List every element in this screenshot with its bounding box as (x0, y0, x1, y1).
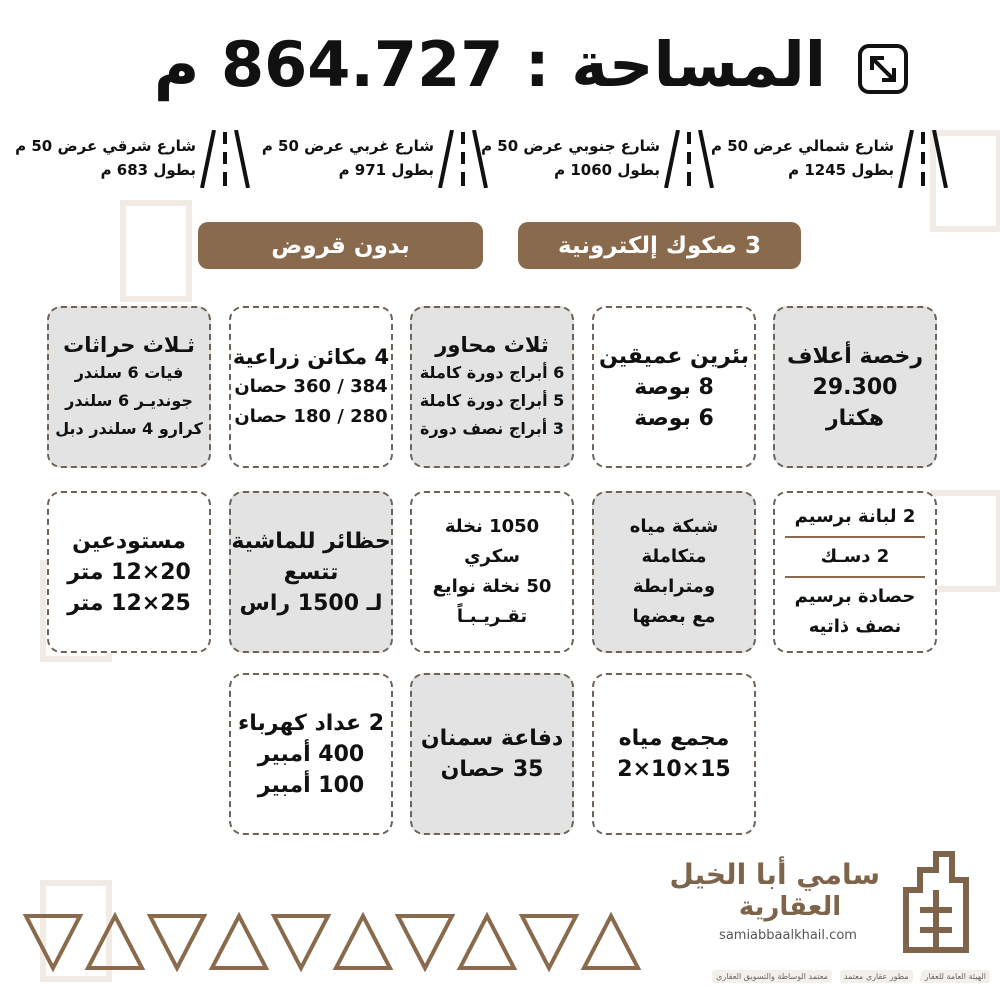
footer-logo-developer: مطور عقاري معتمد (840, 970, 913, 983)
card-line: 3 أبراج نصف دورة (420, 419, 564, 438)
card-line: كرارو 4 سلندر دبل (55, 419, 203, 438)
card-line: ومترابطة (632, 576, 716, 597)
card-line: حصادة برسيم (794, 586, 916, 607)
card-line: 2 دسـك (820, 546, 890, 567)
card-clover (773, 491, 937, 653)
card-line: 25×12 متر (67, 590, 191, 616)
street-width: شارع شمالي عرض 50 م (710, 137, 894, 155)
street-south (481, 126, 714, 192)
card-line: 2 لبانة برسيم (794, 506, 916, 527)
card-livestock (229, 491, 393, 653)
card-machines (229, 306, 393, 468)
card-line: 6 بوصة (634, 405, 714, 431)
watermark-logo (930, 490, 1000, 592)
footer-logo-brokerage: معتمد الوساطة والتسويق العقاري (712, 970, 832, 983)
street-length: بطول 1245 م (788, 161, 894, 179)
card-line: 6 أبراج دورة كاملة (419, 363, 565, 382)
card-line: دفاعة سمنان (420, 726, 564, 751)
card-line: جونديـر 6 سلندر (65, 391, 193, 410)
card-line: مستودعين (72, 528, 186, 554)
card-line: مجمع مياه (618, 726, 730, 751)
card-line: 15×10×2 (617, 757, 731, 782)
road-icon (200, 130, 250, 188)
card-water-tank (592, 673, 756, 835)
street-north (710, 126, 948, 192)
expand-diagonal-icon (858, 44, 908, 94)
brand-subtitle: العقارية (738, 892, 842, 922)
divider (785, 536, 925, 538)
card-title: رخصة أعلاف (786, 343, 924, 369)
card-line: 1050 نخلة (444, 516, 540, 537)
watermark-logo (120, 200, 192, 302)
footer-logo-authority: الهيئة العامة للعقار (921, 970, 990, 983)
triangle-pattern (22, 912, 682, 972)
divider (785, 576, 925, 578)
card-title: ثلاث محاور (435, 333, 549, 357)
card-line: شبكة مياه (629, 516, 719, 537)
road-icon (898, 130, 948, 188)
card-line: هكتار (826, 405, 884, 431)
card-line: تتسع (283, 559, 339, 585)
card-line: 50 نخلة نوايع (432, 576, 552, 597)
street-length: بطول 1060 م (554, 161, 660, 179)
card-line: 29.300 (812, 374, 898, 400)
card-line: 2 عداد كهرباء (238, 710, 384, 736)
card-electricity (229, 673, 393, 835)
card-line: سكري (464, 546, 520, 567)
street-east (15, 126, 250, 192)
card-line: نصف ذاتيه (808, 616, 902, 637)
card-line: متكاملة (641, 546, 707, 567)
card-wells (592, 306, 756, 468)
card-line: لـ 1500 راس (239, 590, 383, 616)
card-title: ثـلاث حراثات (63, 333, 195, 357)
road-icon (664, 130, 714, 188)
street-width: شارع جنوبي عرض 50 م (481, 137, 660, 155)
card-line: فيات 6 سلندر (74, 363, 184, 382)
no-loans-badge: بدون قروض (198, 222, 483, 269)
card-line: حظائر للماشية (231, 528, 391, 554)
card-pump (410, 673, 574, 835)
card-tractors (47, 306, 211, 468)
card-line: 8 بوصة (634, 374, 714, 400)
card-pivots (410, 306, 574, 468)
card-line: 280 / 180 حصان (234, 406, 388, 427)
card-line: مع بعضها (632, 606, 716, 627)
card-title: 4 مكائن زراعية (232, 345, 390, 369)
card-line: 5 أبراج دورة كاملة (419, 391, 565, 410)
card-line: 400 أمبير (257, 741, 365, 767)
brand-url[interactable]: samiabbaalkhail.com (719, 928, 857, 943)
brand-logo-icon (896, 850, 976, 960)
street-length: بطول 971 م (338, 161, 434, 179)
card-line: 100 أمبير (257, 772, 365, 798)
footer-logos (700, 962, 990, 990)
card-water-network (592, 491, 756, 653)
card-palms (410, 491, 574, 653)
street-length: بطول 683 م (100, 161, 196, 179)
road-icon (438, 130, 488, 188)
card-title: بئرين عميقين (599, 343, 750, 369)
card-line: 20×12 متر (67, 559, 191, 585)
area-title: المساحة : 864.727 م (153, 28, 827, 101)
brand-name: سامي أبا الخيل (669, 858, 880, 891)
street-width: شارع شرقي عرض 50 م (15, 137, 196, 155)
street-width: شارع غربي عرض 50 م (261, 137, 434, 155)
street-west (258, 126, 488, 192)
card-line: 384 / 360 حصان (234, 376, 388, 397)
card-warehouses (47, 491, 211, 653)
card-line: 35 حصان (440, 757, 544, 782)
card-feed-license (773, 306, 937, 468)
card-line: تقـريـبـاً (456, 606, 528, 627)
deeds-badge: 3 صكوك إلكترونية (518, 222, 801, 269)
